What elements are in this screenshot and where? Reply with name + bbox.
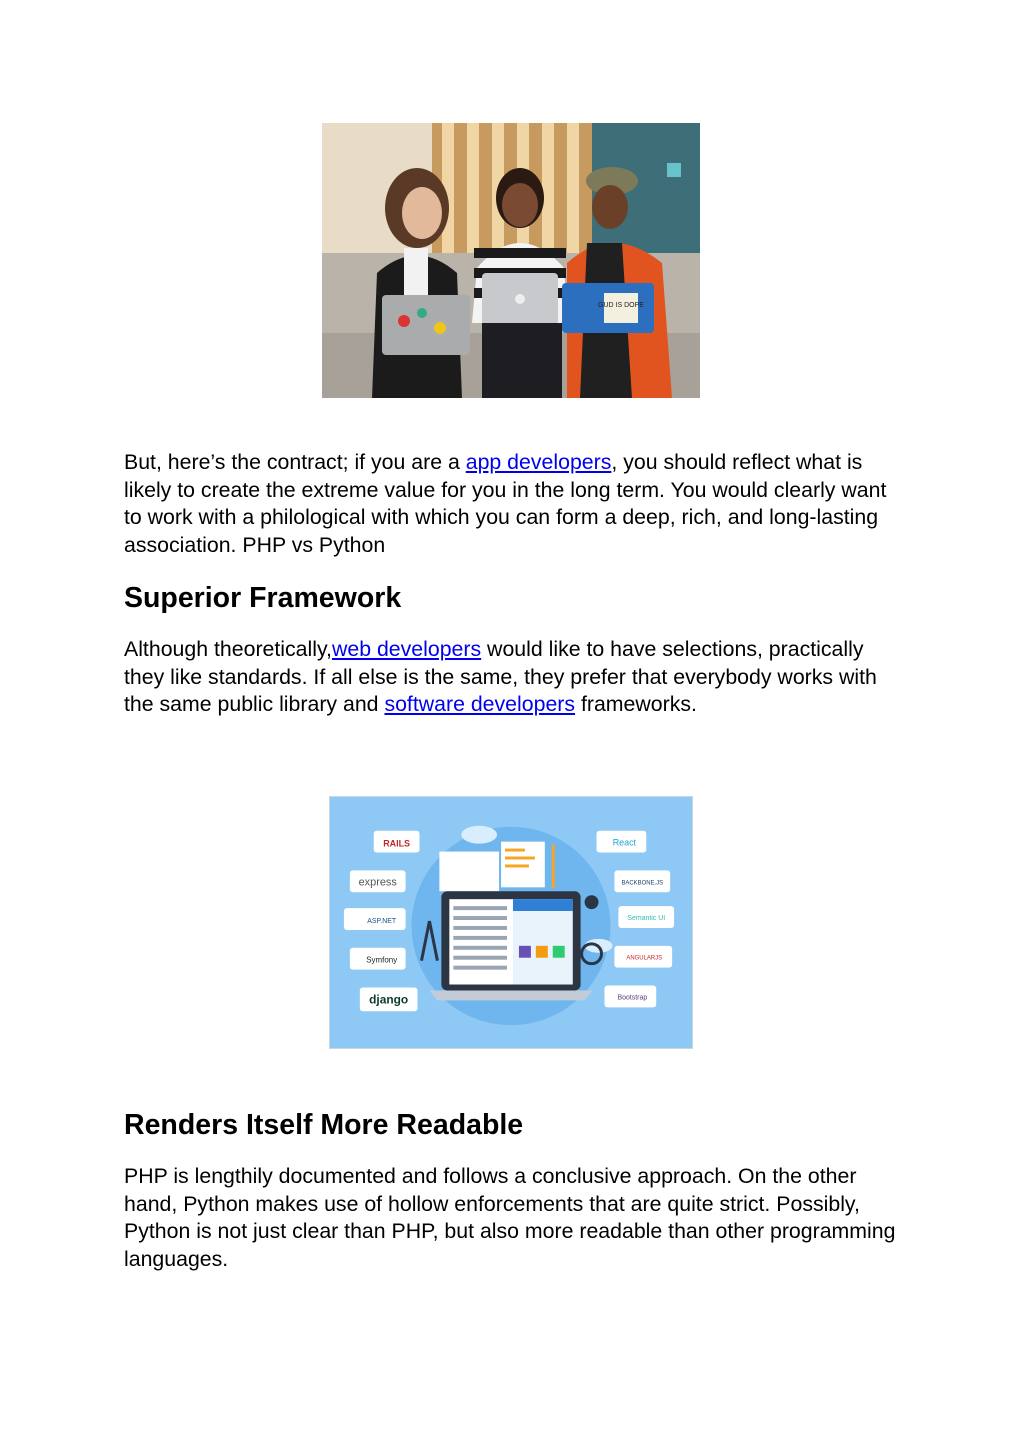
react-logo: React xyxy=(612,837,637,848)
intro-text-1: But, here’s the contract; if you are a xyxy=(124,450,466,474)
renders-readable-heading: Renders Itself More Readable xyxy=(124,1109,524,1141)
express-logo: express xyxy=(358,876,397,889)
framework-paragraph xyxy=(124,636,904,719)
sticker-text: GUD IS DOPE xyxy=(598,302,644,309)
backbone-logo: BACKBONE.JS xyxy=(621,880,664,887)
readable-paragraph: PHP is lengthily documented and follows a conclusive approach. On the other hand, Python makes use of hollow enforcements that are quite strict. Possibly, Python is not just clear than PHP, but also more readable than other programming languages. xyxy=(124,1164,896,1272)
intro-paragraph xyxy=(124,449,904,560)
aspnet-logo: ASP.NET xyxy=(367,918,397,925)
framework-text-1: Although theoretically, xyxy=(124,637,332,661)
framework-text-2: would like to have selections, practically they like standards. If all else is the same, they prefer that everybody works with the same public library and xyxy=(124,637,877,717)
symfony-logo: Symfony xyxy=(366,955,398,965)
angular-logo: ANGULARJS xyxy=(626,955,663,962)
django-logo: django xyxy=(369,992,409,1007)
laptop-screen-bar xyxy=(513,899,573,911)
intro-text-2: , you should reflect what is likely to create the extreme value for you in the long term. You would clearly want to work with a philological with which you can form a deep, rich, and long-lasting association. PHP vs Python xyxy=(124,450,887,558)
rails-logo: RAILS xyxy=(383,838,411,849)
bootstrap-logo: Bootstrap xyxy=(617,994,648,1002)
frameworks-graphic xyxy=(330,797,692,1048)
app-developers-link[interactable]: app developers xyxy=(465,450,612,474)
framework-text-3: frameworks. xyxy=(575,692,697,717)
software-developers-link[interactable]: software developers xyxy=(384,692,576,717)
superior-framework-heading: Superior Framework xyxy=(124,582,402,614)
women-laptops-photo xyxy=(322,123,700,398)
semantic-ui-logo: Semantic UI xyxy=(627,915,666,923)
web-developers-link[interactable]: web developers xyxy=(331,637,482,661)
photo-illustration xyxy=(322,123,700,398)
frameworks-illustration xyxy=(329,796,693,1049)
